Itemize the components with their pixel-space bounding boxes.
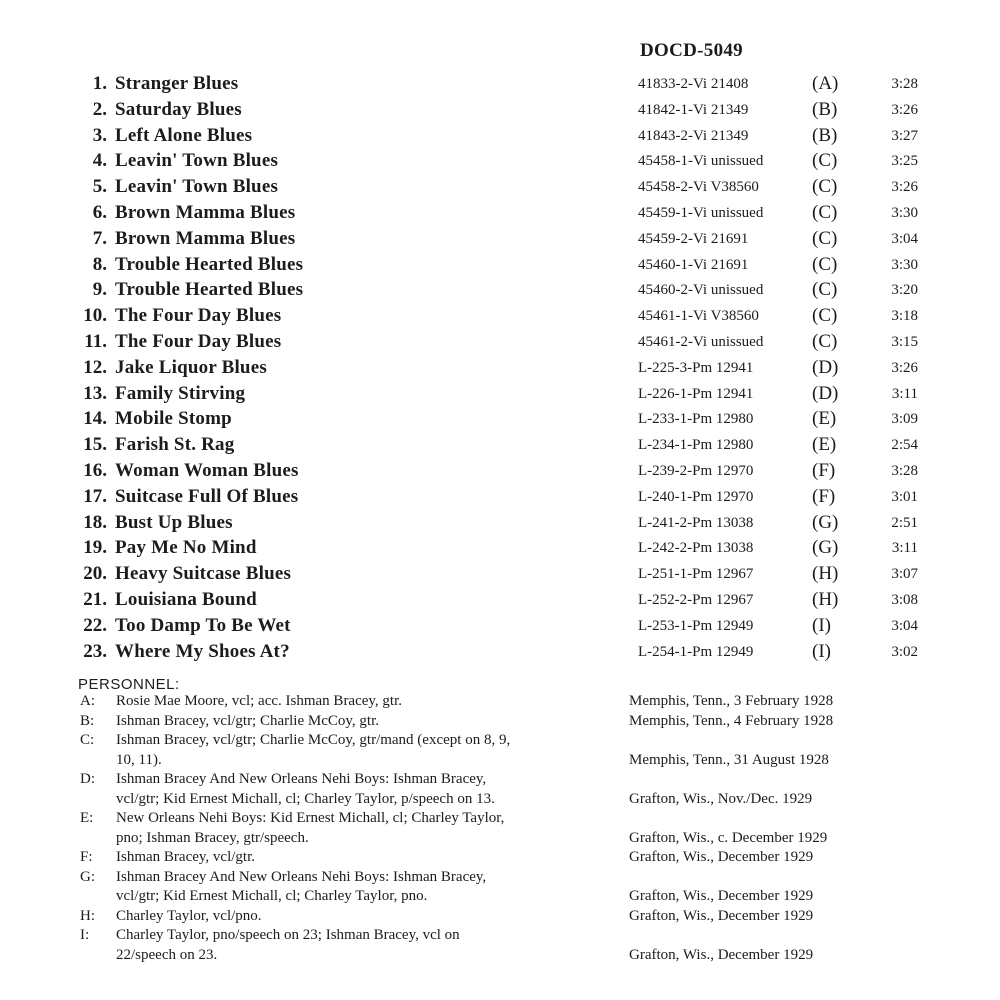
personnel-text-with-rule bbox=[116, 830, 623, 847]
track-row bbox=[0, 228, 1000, 254]
track-number: 2. bbox=[92, 98, 107, 120]
track-number: 10. bbox=[83, 305, 107, 327]
track-time: 2:54 bbox=[891, 437, 918, 454]
track-matrix: 41833-2-Vi 21408 bbox=[638, 76, 749, 92]
track-number: 20. bbox=[83, 563, 107, 585]
track-session: (C) bbox=[812, 201, 838, 223]
track-row bbox=[0, 279, 1000, 305]
track-matrix: L-242-2-Pm 13038 bbox=[638, 540, 754, 557]
track-row bbox=[0, 99, 1000, 125]
track-row bbox=[0, 408, 1000, 434]
personnel-session-key: C: bbox=[80, 732, 95, 748]
personnel-place-date: Memphis, Tenn., 31 August 1928 bbox=[629, 751, 829, 768]
track-row bbox=[0, 150, 1000, 176]
track-session: (C) bbox=[812, 227, 838, 249]
track-matrix: L-252-2-Pm 12967 bbox=[638, 591, 754, 608]
track-number: 22. bbox=[83, 614, 107, 636]
track-session: (C) bbox=[812, 150, 838, 172]
track-row bbox=[0, 512, 1000, 538]
track-time: 3:09 bbox=[891, 411, 918, 428]
track-time: 3:11 bbox=[891, 385, 918, 402]
track-title: Farish St. Rag bbox=[115, 434, 235, 456]
track-list bbox=[0, 73, 1000, 666]
track-row bbox=[0, 176, 1000, 202]
track-session: (C) bbox=[812, 253, 838, 275]
track-title: Bust Up Blues bbox=[115, 511, 233, 533]
personnel-session-key: H: bbox=[80, 907, 95, 924]
personnel-place-date: Grafton, Wis., December 1929 bbox=[629, 946, 814, 963]
track-title: Left Alone Blues bbox=[115, 124, 253, 146]
track-number: 23. bbox=[83, 640, 107, 662]
personnel-list bbox=[0, 693, 1000, 966]
personnel-line bbox=[0, 693, 1000, 713]
track-title: Brown Mamma Blues bbox=[115, 227, 296, 249]
track-row bbox=[0, 125, 1000, 151]
track-time: 3:15 bbox=[891, 333, 918, 350]
track-matrix: L-226-1-Pm 12941 bbox=[638, 385, 754, 402]
personnel-text: 22/speech on 23. bbox=[116, 946, 218, 963]
track-number: 1. bbox=[92, 73, 107, 94]
track-title: Mobile Stomp bbox=[115, 408, 232, 430]
track-row bbox=[0, 537, 1000, 563]
track-number: 7. bbox=[92, 227, 107, 249]
personnel-place-date: Memphis, Tenn., 4 February 1928 bbox=[629, 712, 834, 729]
track-title: Jake Liquor Blues bbox=[115, 356, 267, 378]
track-session: (F) bbox=[812, 485, 836, 507]
track-number: 8. bbox=[92, 253, 107, 275]
track-title: Woman Woman Blues bbox=[115, 459, 299, 481]
track-number: 4. bbox=[92, 150, 107, 172]
track-matrix: 41843-2-Vi 21349 bbox=[638, 127, 749, 144]
track-number: 11. bbox=[84, 330, 107, 352]
track-time: 3:27 bbox=[891, 127, 918, 144]
personnel-place-date: Grafton, Wis., December 1929 bbox=[629, 907, 814, 924]
track-session: (I) bbox=[812, 614, 831, 636]
personnel-line bbox=[0, 713, 1000, 733]
track-number: 6. bbox=[92, 201, 107, 223]
track-title: Trouble Hearted Blues bbox=[115, 279, 304, 301]
track-title: Too Damp To Be Wet bbox=[115, 614, 291, 636]
personnel-text-with-rule bbox=[116, 752, 623, 769]
track-number: 19. bbox=[83, 537, 107, 559]
track-session: (C) bbox=[812, 279, 838, 301]
track-matrix: 45458-1-Vi unissued bbox=[638, 153, 764, 170]
track-time: 3:01 bbox=[891, 488, 918, 505]
personnel-line bbox=[0, 888, 1000, 908]
track-session: (C) bbox=[812, 176, 838, 198]
track-time: 3:04 bbox=[891, 617, 918, 634]
track-time: 3:28 bbox=[891, 462, 918, 479]
personnel-line bbox=[0, 752, 1000, 772]
track-session: (F) bbox=[812, 459, 836, 481]
track-session: (E) bbox=[812, 408, 837, 430]
track-row bbox=[0, 383, 1000, 409]
personnel-line bbox=[0, 830, 1000, 850]
personnel-text-with-rule bbox=[116, 908, 623, 925]
track-title: The Four Day Blues bbox=[115, 330, 282, 352]
personnel-place-date: Grafton, Wis., Nov./Dec. 1929 bbox=[629, 790, 813, 807]
track-number: 12. bbox=[83, 356, 107, 378]
track-title: Leavin' Town Blues bbox=[115, 176, 279, 198]
personnel-text: Ishman Bracey, vcl/gtr; Charlie McCoy, gtr/mand (except on 8, 9, bbox=[116, 732, 511, 748]
track-time: 3:28 bbox=[891, 76, 918, 92]
track-session: (G) bbox=[812, 511, 839, 533]
track-title: Family Stirving bbox=[115, 382, 246, 404]
track-session: (E) bbox=[812, 434, 837, 456]
track-number: 14. bbox=[83, 408, 107, 430]
personnel-place-date: Grafton, Wis., December 1929 bbox=[629, 849, 814, 865]
track-number: 17. bbox=[83, 485, 107, 507]
track-matrix: 45461-2-Vi unissued bbox=[638, 333, 764, 350]
track-row bbox=[0, 486, 1000, 512]
track-matrix: L-233-1-Pm 12980 bbox=[638, 411, 754, 428]
track-number: 16. bbox=[83, 459, 107, 481]
track-time: 3:02 bbox=[891, 643, 918, 660]
track-number: 5. bbox=[92, 176, 107, 198]
track-matrix: 45458-2-Vi V38560 bbox=[638, 179, 759, 196]
track-time: 3:26 bbox=[891, 101, 918, 118]
personnel-line bbox=[0, 869, 1000, 889]
catalog-number: DOCD-5049 bbox=[640, 40, 743, 61]
personnel-session-key: I: bbox=[80, 927, 90, 943]
track-number: 18. bbox=[83, 511, 107, 533]
track-time: 3:26 bbox=[891, 179, 918, 196]
personnel-text: Ishman Bracey And New Orleans Nehi Boys: Ishman Bracey, bbox=[116, 771, 487, 787]
track-session: (A) bbox=[812, 73, 839, 94]
track-time: 3:25 bbox=[891, 153, 918, 170]
track-row bbox=[0, 641, 1000, 667]
track-title: Stranger Blues bbox=[115, 73, 239, 94]
track-number: 21. bbox=[83, 588, 107, 610]
track-session: (G) bbox=[812, 537, 839, 559]
track-number: 15. bbox=[83, 434, 107, 456]
track-matrix: L-239-2-Pm 12970 bbox=[638, 462, 754, 479]
personnel-text: 10, 11). bbox=[116, 751, 162, 768]
personnel-text: Rosie Mae Moore, vcl; acc. Ishman Bracey, gtr. bbox=[116, 693, 403, 709]
personnel-place-date: Memphis, Tenn., 3 February 1928 bbox=[629, 693, 834, 709]
personnel-text-with-rule bbox=[116, 693, 623, 710]
track-time: 3:30 bbox=[891, 256, 918, 273]
personnel-line bbox=[0, 791, 1000, 811]
track-session: (D) bbox=[812, 356, 839, 378]
personnel-text-with-rule bbox=[116, 888, 623, 905]
track-session: (I) bbox=[812, 640, 831, 662]
personnel-text: Ishman Bracey And New Orleans Nehi Boys: Ishman Bracey, bbox=[116, 868, 487, 885]
track-title: Heavy Suitcase Blues bbox=[115, 563, 292, 585]
track-matrix: 45460-1-Vi 21691 bbox=[638, 256, 749, 273]
personnel-line bbox=[0, 947, 1000, 967]
track-matrix: 45461-1-Vi V38560 bbox=[638, 308, 759, 325]
track-title: Where My Shoes At? bbox=[115, 640, 290, 662]
personnel-text-with-rule bbox=[116, 713, 623, 730]
track-session: (B) bbox=[812, 98, 838, 120]
personnel-text-with-rule bbox=[116, 791, 623, 808]
personnel-text: Charley Taylor, pno/speech on 23; Ishman Bracey, vcl on bbox=[116, 927, 460, 943]
track-matrix: L-253-1-Pm 12949 bbox=[638, 617, 754, 634]
track-time: 3:30 bbox=[891, 204, 918, 221]
track-row bbox=[0, 563, 1000, 589]
track-matrix: 45459-1-Vi unissued bbox=[638, 204, 764, 221]
track-number: 13. bbox=[83, 382, 107, 404]
track-session: (B) bbox=[812, 124, 838, 146]
personnel-text: pno; Ishman Bracey, gtr/speech. bbox=[116, 829, 309, 846]
track-title: Saturday Blues bbox=[115, 98, 242, 120]
personnel-line bbox=[0, 927, 1000, 947]
track-row bbox=[0, 434, 1000, 460]
personnel-session-key: D: bbox=[80, 771, 95, 787]
personnel-place-date: Grafton, Wis., c. December 1929 bbox=[629, 829, 828, 846]
track-matrix: L-254-1-Pm 12949 bbox=[638, 643, 754, 660]
track-time: 3:04 bbox=[891, 230, 918, 247]
track-title: Suitcase Full Of Blues bbox=[115, 485, 299, 507]
personnel-text: Charley Taylor, vcl/pno. bbox=[116, 907, 262, 924]
track-row bbox=[0, 589, 1000, 615]
personnel-text-with-rule bbox=[116, 947, 623, 964]
track-row bbox=[0, 357, 1000, 383]
personnel-text: Ishman Bracey, vcl/gtr. bbox=[116, 849, 255, 865]
personnel-place-date: Grafton, Wis., December 1929 bbox=[629, 888, 814, 904]
track-time: 3:18 bbox=[891, 308, 918, 325]
track-title: The Four Day Blues bbox=[115, 305, 282, 327]
track-title: Trouble Hearted Blues bbox=[115, 253, 304, 275]
track-title: Leavin' Town Blues bbox=[115, 150, 279, 172]
track-time: 3:20 bbox=[891, 282, 918, 299]
track-row bbox=[0, 254, 1000, 280]
track-matrix: 41842-1-Vi 21349 bbox=[638, 101, 749, 118]
track-number: 9. bbox=[92, 279, 107, 301]
personnel-text: New Orleans Nehi Boys: Kid Ernest Michall, cl; Charley Taylor, bbox=[116, 810, 505, 826]
track-title: Brown Mamma Blues bbox=[115, 201, 296, 223]
track-matrix: L-234-1-Pm 12980 bbox=[638, 437, 754, 454]
personnel-line bbox=[0, 732, 1000, 752]
track-matrix: L-241-2-Pm 13038 bbox=[638, 514, 754, 531]
track-matrix: L-240-1-Pm 12970 bbox=[638, 488, 754, 505]
track-session: (C) bbox=[812, 305, 838, 327]
track-session: (C) bbox=[812, 330, 838, 352]
track-time: 2:51 bbox=[891, 514, 918, 531]
track-matrix: L-251-1-Pm 12967 bbox=[638, 566, 754, 583]
track-row bbox=[0, 202, 1000, 228]
track-row bbox=[0, 460, 1000, 486]
personnel-session-key: F: bbox=[80, 849, 93, 865]
personnel-line bbox=[0, 771, 1000, 791]
personnel-session-key: B: bbox=[80, 712, 95, 729]
track-title: Pay Me No Mind bbox=[115, 537, 257, 559]
personnel-text-with-rule bbox=[116, 849, 623, 866]
track-row bbox=[0, 305, 1000, 331]
track-time: 3:07 bbox=[891, 566, 918, 583]
track-row bbox=[0, 73, 1000, 99]
personnel-heading: PERSONNEL: bbox=[78, 676, 180, 693]
personnel-session-key: E: bbox=[80, 810, 94, 826]
personnel-line bbox=[0, 810, 1000, 830]
track-session: (H) bbox=[812, 563, 839, 585]
track-session: (D) bbox=[812, 382, 839, 404]
track-row bbox=[0, 331, 1000, 357]
track-time: 3:08 bbox=[891, 591, 918, 608]
track-time: 3:26 bbox=[891, 359, 918, 376]
track-number: 3. bbox=[92, 124, 107, 146]
track-row bbox=[0, 615, 1000, 641]
track-matrix: 45460-2-Vi unissued bbox=[638, 282, 764, 299]
personnel-session-key: G: bbox=[80, 868, 95, 885]
personnel-session-key: A: bbox=[80, 693, 95, 709]
track-title: Louisiana Bound bbox=[115, 588, 257, 610]
track-matrix: 45459-2-Vi 21691 bbox=[638, 230, 749, 247]
track-time: 3:11 bbox=[891, 540, 918, 557]
track-matrix: L-225-3-Pm 12941 bbox=[638, 359, 754, 376]
personnel-line bbox=[0, 908, 1000, 928]
personnel-text: Ishman Bracey, vcl/gtr; Charlie McCoy, gtr. bbox=[116, 712, 379, 729]
personnel-line bbox=[0, 849, 1000, 869]
personnel-text: vcl/gtr; Kid Ernest Michall, cl; Charley Taylor, pno. bbox=[116, 888, 428, 904]
personnel-text: vcl/gtr; Kid Ernest Michall, cl; Charley Taylor, p/speech on 13. bbox=[116, 790, 495, 807]
track-session: (H) bbox=[812, 588, 839, 610]
